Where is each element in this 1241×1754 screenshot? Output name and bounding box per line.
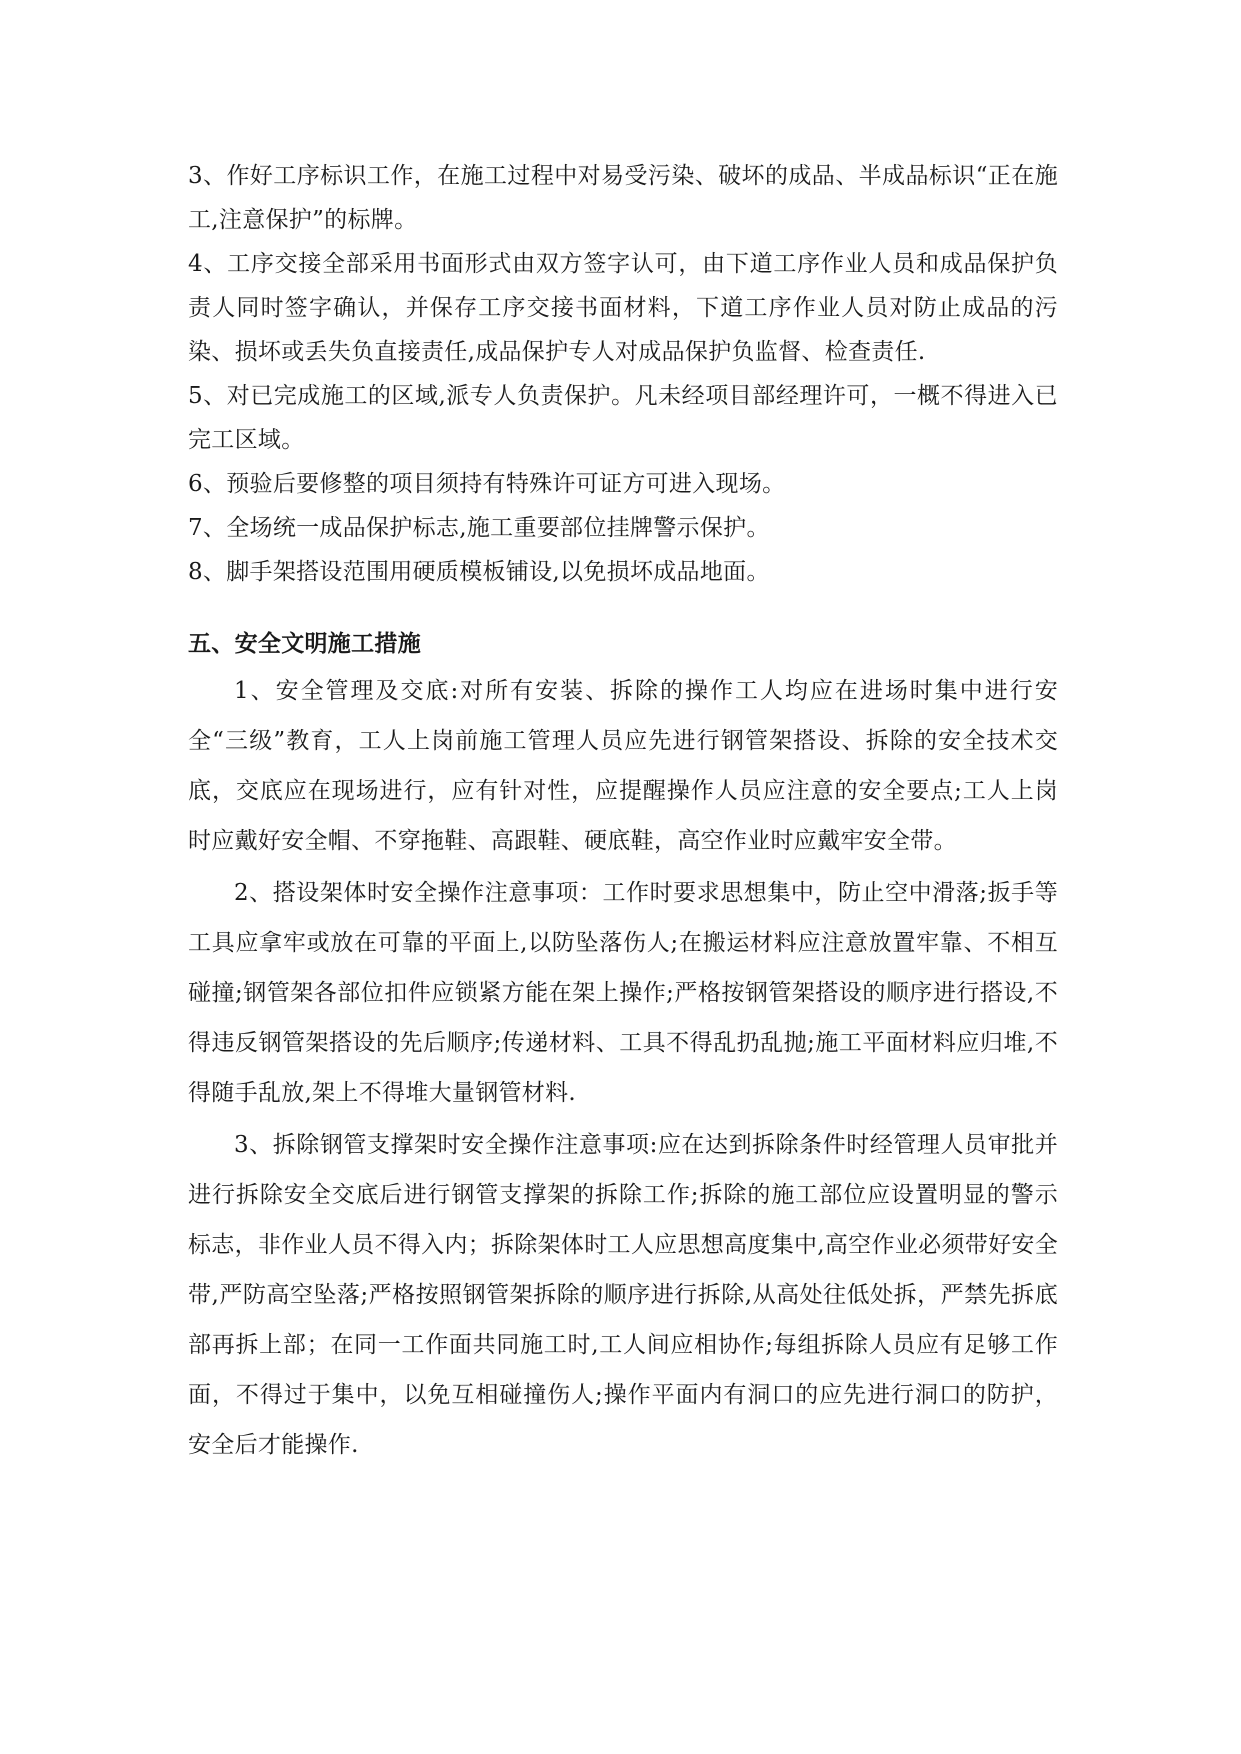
paragraph-erection-safety: 2、搭设架体时安全操作注意事项：工作时要求思想集中，防止空中滑落;扳手等工具应拿牢或放在可靠的平面上,以防坠落伤人;在搬运材料应注意放置牢靠、不相互碰撞;钢管架各部位扣件应锁紧方能在架上操作;严格按钢管架搭设的顺序进行搭设,不得违反钢管架搭设的先后顺序;传递材料、工具不得乱扔乱抛;施工平面材料应归堆,不得随手乱放,架上不得堆大量钢管材料. bbox=[188, 880, 1058, 1106]
list-item-8: 8、脚手架搭设范围用硬质模板铺设,以免损坏成品地面。 bbox=[188, 559, 770, 585]
paragraph-dismantling-safety: 3、拆除钢管支撑架时安全操作注意事项:应在达到拆除条件时经管理人员审批并进行拆除安全交底后进行钢管支撑架的拆除工作;拆除的施工部位应设置明显的警示标志，非作业人员不得入内；拆除架体时工人应思想高度集中,高空作业必须带好安全带,严防高空坠落;严格按照钢管架拆除的顺序进行拆除,从高处往低处拆，严禁先拆底部再拆上部；在同一工作面共同施工时,工人间应相协作;每组拆除人员应有足够工作面，不得过于集中，以免互相碰撞伤人;操作平面内有洞口的应先进行洞口的防护，安全后才能操作. bbox=[188, 1132, 1058, 1458]
list-item-4: 4、工序交接全部采用书面形式由双方签字认可，由下道工序作业人员和成品保护负责人同时签字确认，并保存工序交接书面材料，下道工序作业人员对防止成品的污染、损坏或丢失负直接责任,成品保护专人对成品保护负监督、检查责任. bbox=[188, 251, 1058, 365]
list-item-3: 3、作好工序标识工作，在施工过程中对易受污染、破坏的成品、半成品标识“正在施工,注意保护”的标牌。 bbox=[188, 163, 1058, 233]
paragraph-safety-management: 1、安全管理及交底:对所有安装、拆除的操作工人均应在进场时集中进行安全“三级”教育，工人上岗前施工管理人员应先进行钢管架搭设、拆除的安全技术交底，交底应在现场进行，应有针对性，应提醒操作人员应注意的安全要点;工人上岗时应戴好安全帽、不穿拖鞋、高跟鞋、硬底鞋，高空作业时应戴牢安全带。 bbox=[188, 678, 1058, 854]
document-content bbox=[188, 154, 1058, 1470]
list-item-6: 6、预验后要修整的项目须持有特殊许可证方可进入现场。 bbox=[188, 471, 786, 497]
list-item-7: 7、全场统一成品保护标志,施工重要部位挂牌警示保护。 bbox=[188, 515, 770, 541]
list-item-5: 5、对已完成施工的区域,派专人负责保护。凡未经项目部经理许可，一概不得进入已完工区域。 bbox=[188, 383, 1058, 453]
section-title: 五、安全文明施工措施 bbox=[188, 630, 421, 657]
